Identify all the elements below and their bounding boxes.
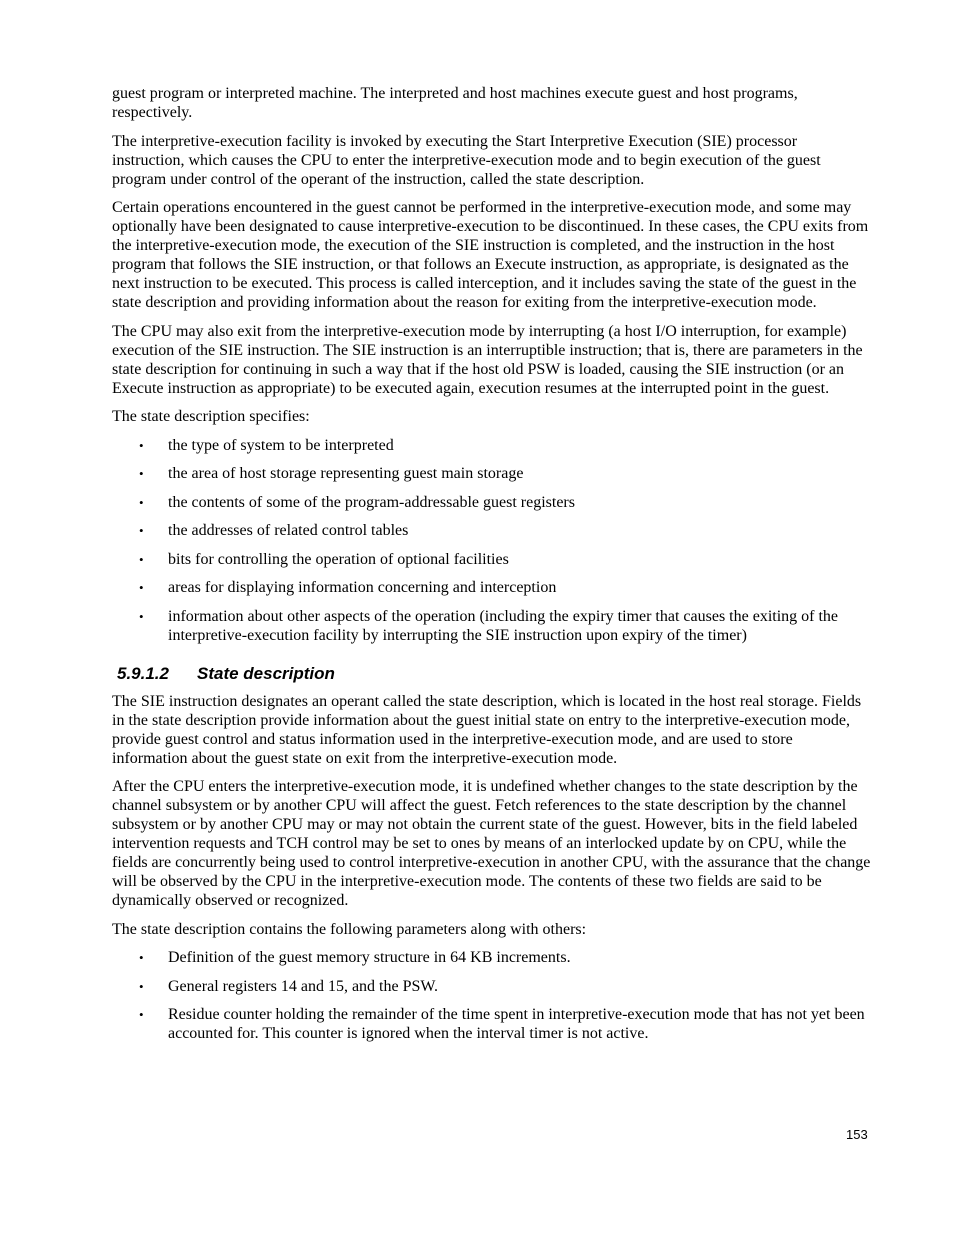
state-description-parameters-list [112,948,872,1043]
paragraph: The SIE instruction designates an operant called the state description, which is located in the host real storage. Fields in the state description provide information about the guest initial state on entry to the interpretive-execution mode, provide guest control and status information used in the interpretive-execution mode, and are used to store information about the guest state on exit from the interpretive-execution mode. [112,692,862,767]
paragraph: Certain operations encountered in the guest cannot be performed in the interpretive-execution mode, and some may optionally have been designated to cause interpretive-execution to be discontinued. In these cases, the CPU exits from the interpretive-execution mode, the execution of the SIE instruction is completed, and the instruction in the host program that follows the SIE instruction, or that follows an Execute instruction, as appropriate, is designated as the next instruction to be executed. This process is called interception, and it includes saving the state of the guest in the state description and providing information about the reason for exiting from the interpretive-execution mode. [112,199,869,311]
list-item-text: the contents of some of the program-addressable guest registers [168,493,575,511]
list-item [112,493,872,512]
list-item [112,977,872,996]
section-heading [117,664,872,684]
list-item-text: Definition of the guest memory structure in 64 KB increments. [168,949,571,966]
list-item [112,607,872,645]
paragraph: The interpretive-execution facility is invoked by executing the Start Interpretive Execution (SIE) processor instruction, which causes the CPU to enter the interpretive-execution mode and to begin execution of the guest program under control of the operant of the instruction, called the state description. [112,132,821,188]
list-item-text: Residue counter holding the remainder of the time spent in interpretive-execution mode that has not yet been accounted for. This counter is ignored when the interval timer is not active. [168,1006,865,1042]
state-description-specifies-list [112,436,872,645]
section-title: State description [197,663,335,683]
list-item-text: General registers 14 and 15, and the PSW. [168,977,439,995]
paragraph: The state description contains the following parameters along with others: [112,920,587,938]
list-item [112,521,872,540]
list-item-text: the type of system to be interpreted [168,436,394,454]
bullet: • [139,978,144,994]
bullet: • [139,523,144,538]
paragraph: After the CPU enters the interpretive-execution mode, it is undefined whether changes to the state description by the channel subsystem or by another CPU will affect the guest. Fetch references to the state description by the channel subsystem or by another CPU may or may not obtain the current state of the guest. However, bits in the field labeled intervention requests and TCH control may be set to ones by means of an interlocked update by on CPU, while the fields are concurrently being used to control interpretive-execution in another CPU, with the assurance that the change will be observed by the CPU in the interpretive-execution mode. The contents of these two fields are said to be dynamically observed or recognized. [112,778,871,909]
list-item [112,1005,872,1043]
list-item-text: the addresses of related control tables [168,522,409,539]
paragraph: The state description specifies: [112,408,310,425]
list-item [112,464,872,483]
list-item [112,948,872,967]
bullet: • [139,437,144,453]
page-body [112,84,872,1053]
section-number: 5.9.1.2 [117,663,169,683]
bullet: • [139,466,144,481]
list-item-text: information about other aspects of the operation (including the expiry timer that causes the exiting of the interpretive-execution facility by interrupting the SIE instruction upon expiry of the timer) [168,607,839,644]
page-number: 153 [846,1127,868,1142]
list-item-text: areas for displaying information concerning and interception [168,579,557,596]
paragraph: The CPU may also exit from the interpretive-execution mode by interrupting (a host I/O interruption, for example) execution of the SIE instruction. The SIE instruction is an interruptible instruction; that is, there are parameters in the state description for continuing in such a way that if the host old PSW is loaded, causing the SIE instruction (or an Execute instruction as appropriate) to be executed again, execution resumes at the interrupted point in the guest. [112,322,863,397]
bullet: • [139,580,144,595]
paragraph: guest program or interpreted machine. The interpreted and host machines execute guest and host programs, respectively. [112,85,798,121]
bullet: • [139,551,144,567]
bullet: • [139,1007,144,1022]
bullet: • [139,494,144,510]
bullet: • [139,950,144,965]
list-item-text: bits for controlling the operation of optional facilities [168,550,509,568]
list-item-text: the area of host storage representing guest main storage [168,465,524,482]
list-item [112,436,872,455]
list-item [112,578,872,597]
bullet: • [139,608,144,624]
list-item [112,550,872,569]
